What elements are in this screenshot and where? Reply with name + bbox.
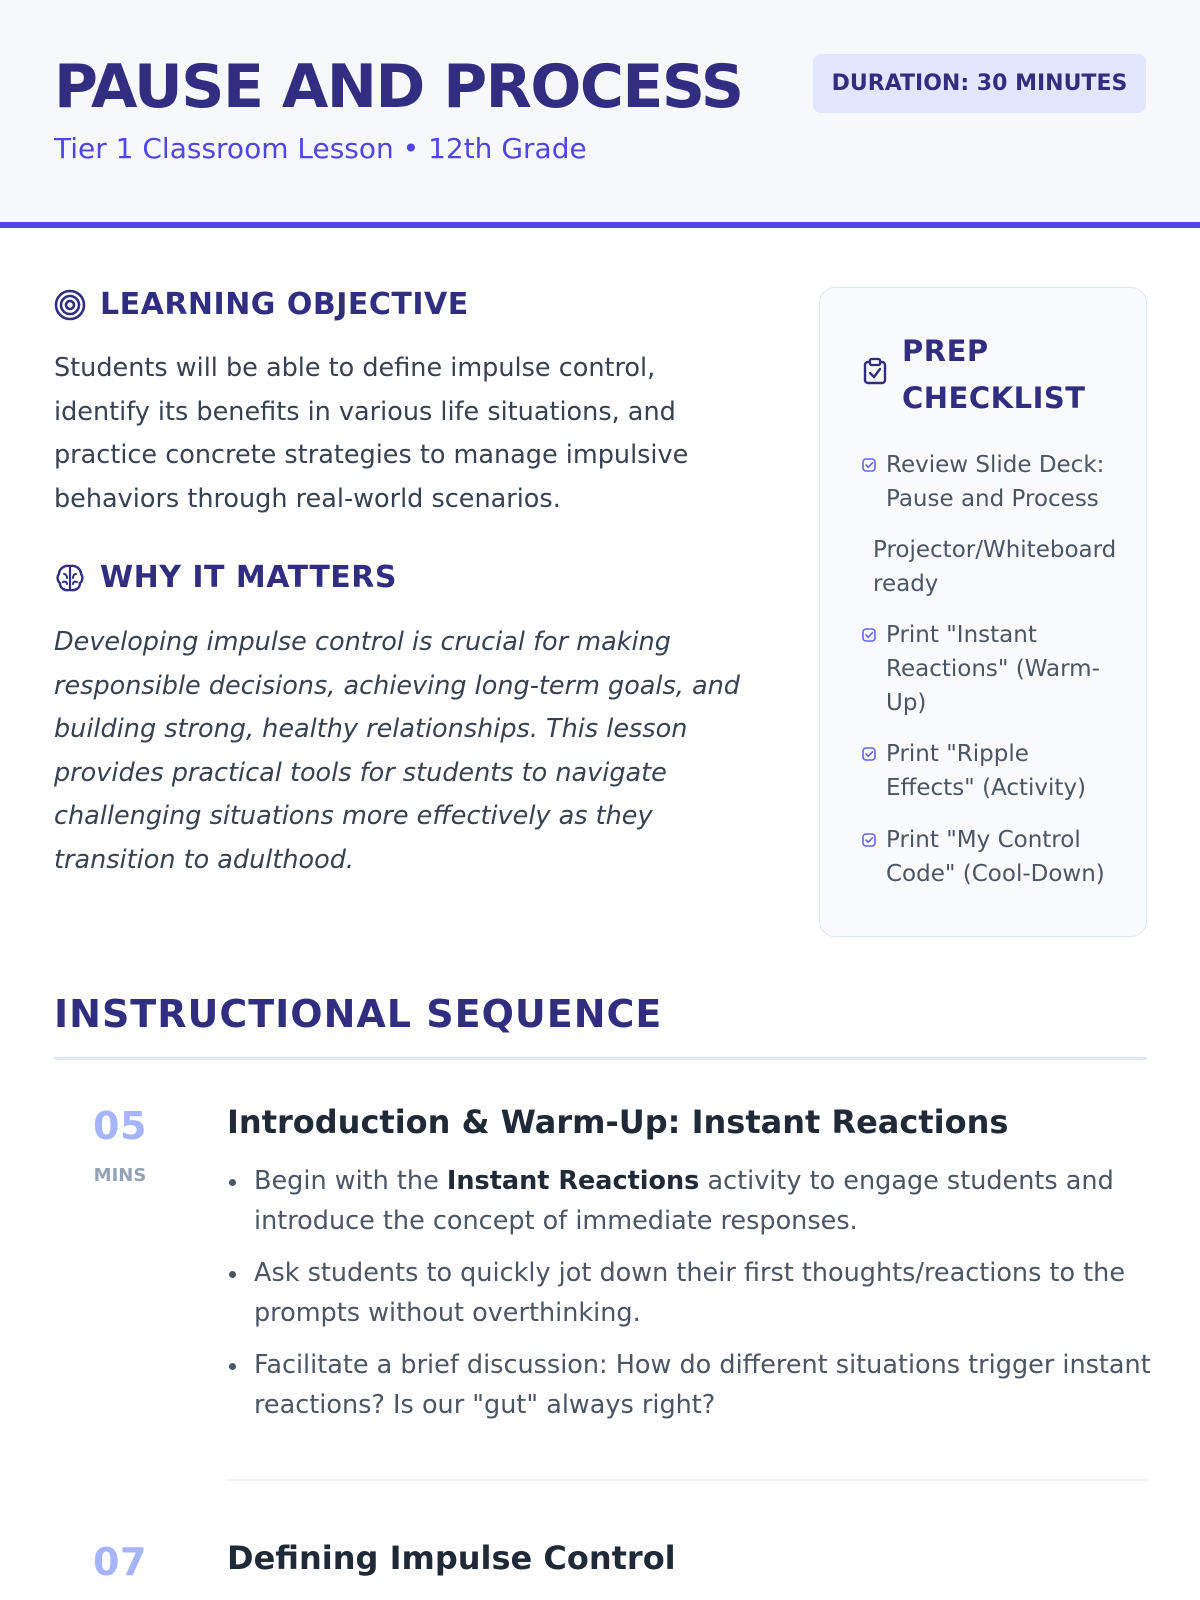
prep-checklist-heading xyxy=(862,328,1102,422)
checklist-item xyxy=(873,533,1123,601)
lesson-header xyxy=(0,0,1200,228)
clipboard-check-icon xyxy=(862,352,888,399)
step-title: Introduction & Warm-Up: Instant Reactions xyxy=(227,1103,1009,1141)
step-minutes: 05 xyxy=(93,1104,147,1148)
section-heading-text: PREP CHECKLIST xyxy=(902,334,1086,415)
checklist-item-label: Print "Ripple Effects" (Activity) xyxy=(886,741,1087,801)
checkbox-icon[interactable] xyxy=(862,618,876,652)
step-bullet: Begin with the Instant Reactions activity to engage students and introduce the concept of immediate responses. xyxy=(227,1161,1157,1241)
learning-objective-heading xyxy=(54,287,469,322)
checklist-item-label: Print "My Control Code" (Cool-Down) xyxy=(886,827,1105,887)
page-title: PAUSE AND PROCESS xyxy=(54,52,743,122)
checklist-item[interactable] xyxy=(862,737,1122,805)
step-title: Defining Impulse Control xyxy=(227,1539,676,1577)
checklist-item-label: Projector/Whiteboard ready xyxy=(873,537,1117,597)
why-it-matters-heading xyxy=(54,560,397,595)
checkbox-icon[interactable] xyxy=(862,823,876,857)
section-heading-text: WHY IT MATTERS xyxy=(100,560,397,595)
why-it-matters-text: Developing impulse control is crucial for making responsible decisions, achieving long-term goals, and building strong, healthy relationships. This lesson provides practical tools for students to navigate challenging situations more effectively as they transition to adulthood. xyxy=(54,627,740,875)
checklist-item[interactable] xyxy=(862,823,1132,891)
checkbox-icon[interactable] xyxy=(862,737,876,771)
target-icon xyxy=(54,289,86,321)
instructional-sequence-heading: INSTRUCTIONAL SEQUENCE xyxy=(54,992,663,1036)
step-bullet: Facilitate a brief discussion: How do different situations trigger instant reactions? Is our "gut" always right? xyxy=(227,1345,1157,1425)
duration-badge: DURATION: 30 MINUTES xyxy=(813,54,1146,113)
checklist-item-label: Review Slide Deck: Pause and Process xyxy=(886,452,1105,512)
checklist-item-label: Print "Instant Reactions" (Warm-Up) xyxy=(886,622,1100,716)
prep-checklist-card xyxy=(819,287,1147,937)
section-divider xyxy=(54,1057,1147,1060)
learning-objective-text: Students will be able to define impulse control, identify its benefits in various life situations, and practice concrete strategies to manage impulsive behaviors through real-world scenarios. xyxy=(54,353,689,514)
section-heading-text: LEARNING OBJECTIVE xyxy=(100,287,469,322)
step-minutes: 07 xyxy=(93,1540,147,1584)
step-minutes-unit: MINS xyxy=(93,1165,147,1186)
brain-icon xyxy=(54,562,86,594)
checklist-item[interactable] xyxy=(862,618,1102,720)
checklist-item[interactable] xyxy=(862,448,1122,516)
page-subtitle: Tier 1 Classroom Lesson • 12th Grade xyxy=(54,132,587,165)
step-divider xyxy=(227,1479,1147,1481)
checkbox-icon[interactable] xyxy=(862,448,876,482)
step-bullet: Ask students to quickly jot down their first thoughts/reactions to the prompts without overthinking. xyxy=(227,1253,1157,1333)
step-bullet-list xyxy=(227,1161,1157,1437)
